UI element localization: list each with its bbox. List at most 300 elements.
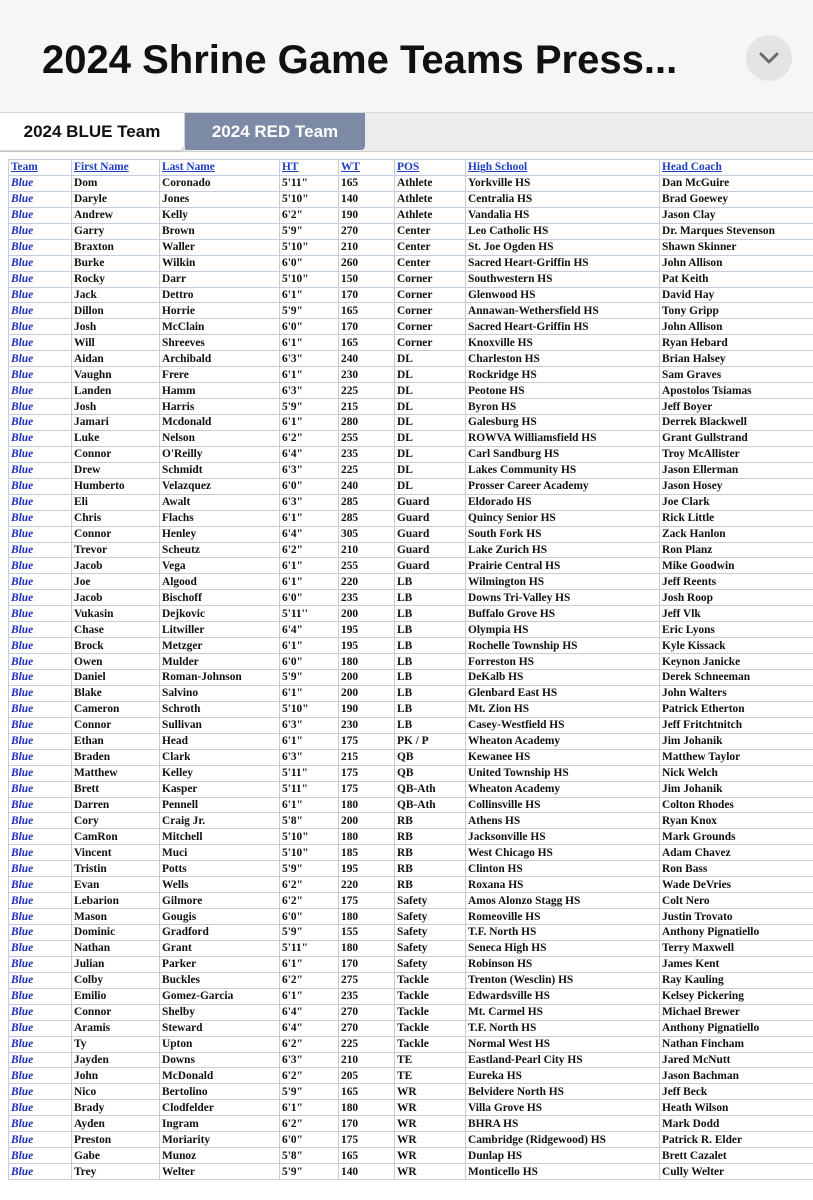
cell-weight[interactable]: 270 bbox=[339, 1004, 395, 1020]
cell-team[interactable]: Blue bbox=[9, 223, 72, 239]
cell-height[interactable]: 6'0" bbox=[280, 1132, 339, 1148]
cell-first-name[interactable]: Dominic bbox=[72, 925, 160, 941]
cell-first-name[interactable]: Connor bbox=[72, 1004, 160, 1020]
cell-last-name[interactable]: Algood bbox=[160, 574, 280, 590]
cell-high-school[interactable]: United Township HS bbox=[466, 765, 660, 781]
cell-weight[interactable]: 305 bbox=[339, 526, 395, 542]
cell-weight[interactable]: 235 bbox=[339, 446, 395, 462]
cell-weight[interactable]: 220 bbox=[339, 877, 395, 893]
cell-weight[interactable]: 170 bbox=[339, 287, 395, 303]
cell-height[interactable]: 6'1" bbox=[280, 988, 339, 1004]
cell-high-school[interactable]: Roxana HS bbox=[466, 877, 660, 893]
cell-high-school[interactable]: Kewanee HS bbox=[466, 749, 660, 765]
cell-height[interactable]: 6'1" bbox=[280, 415, 339, 431]
cell-weight[interactable]: 230 bbox=[339, 367, 395, 383]
cell-last-name[interactable]: Head bbox=[160, 733, 280, 749]
cell-last-name[interactable]: Velazquez bbox=[160, 478, 280, 494]
cell-position[interactable]: Athlete bbox=[395, 207, 466, 223]
cell-first-name[interactable]: Connor bbox=[72, 717, 160, 733]
cell-head-coach[interactable]: Jim Johanik bbox=[660, 733, 813, 749]
cell-weight[interactable]: 225 bbox=[339, 383, 395, 399]
cell-position[interactable]: WR bbox=[395, 1164, 466, 1180]
cell-first-name[interactable]: Nathan bbox=[72, 940, 160, 956]
cell-height[interactable]: 6'4" bbox=[280, 622, 339, 638]
cell-weight[interactable]: 210 bbox=[339, 542, 395, 558]
cell-position[interactable]: RB bbox=[395, 829, 466, 845]
cell-first-name[interactable]: Chris bbox=[72, 510, 160, 526]
cell-weight[interactable]: 170 bbox=[339, 319, 395, 335]
cell-last-name[interactable]: Pennell bbox=[160, 797, 280, 813]
cell-team[interactable]: Blue bbox=[9, 1100, 72, 1116]
cell-first-name[interactable]: Julian bbox=[72, 956, 160, 972]
cell-height[interactable]: 6'0" bbox=[280, 478, 339, 494]
cell-height[interactable]: 5'10" bbox=[280, 701, 339, 717]
cell-weight[interactable]: 170 bbox=[339, 956, 395, 972]
cell-weight[interactable]: 215 bbox=[339, 749, 395, 765]
cell-last-name[interactable]: Darr bbox=[160, 271, 280, 287]
cell-team[interactable]: Blue bbox=[9, 415, 72, 431]
cell-high-school[interactable]: Leo Catholic HS bbox=[466, 223, 660, 239]
cell-position[interactable]: DL bbox=[395, 446, 466, 462]
cell-team[interactable]: Blue bbox=[9, 797, 72, 813]
cell-last-name[interactable]: Grant bbox=[160, 940, 280, 956]
cell-team[interactable]: Blue bbox=[9, 1164, 72, 1180]
cell-position[interactable]: Tackle bbox=[395, 1004, 466, 1020]
cell-height[interactable]: 6'3" bbox=[280, 351, 339, 367]
cell-last-name[interactable]: Gomez-Garcia bbox=[160, 988, 280, 1004]
cell-head-coach[interactable]: Justin Trovato bbox=[660, 909, 813, 925]
cell-team[interactable]: Blue bbox=[9, 1020, 72, 1036]
cell-first-name[interactable]: Andrew bbox=[72, 207, 160, 223]
cell-high-school[interactable]: Downs Tri-Valley HS bbox=[466, 590, 660, 606]
cell-team[interactable]: Blue bbox=[9, 526, 72, 542]
cell-first-name[interactable]: Owen bbox=[72, 654, 160, 670]
cell-team[interactable]: Blue bbox=[9, 749, 72, 765]
cell-last-name[interactable]: Clark bbox=[160, 749, 280, 765]
cell-height[interactable]: 6'0" bbox=[280, 909, 339, 925]
cell-head-coach[interactable]: Wade DeVries bbox=[660, 877, 813, 893]
cell-head-coach[interactable]: Shawn Skinner bbox=[660, 239, 813, 255]
cell-last-name[interactable]: Henley bbox=[160, 526, 280, 542]
cell-position[interactable]: QB-Ath bbox=[395, 797, 466, 813]
cell-high-school[interactable]: Rockridge HS bbox=[466, 367, 660, 383]
cell-last-name[interactable]: Awalt bbox=[160, 494, 280, 510]
cell-team[interactable]: Blue bbox=[9, 829, 72, 845]
cell-head-coach[interactable]: Jason Ellerman bbox=[660, 462, 813, 478]
cell-last-name[interactable]: Horrie bbox=[160, 303, 280, 319]
cell-last-name[interactable]: Roman-Johnson bbox=[160, 670, 280, 686]
cell-last-name[interactable]: O'Reilly bbox=[160, 446, 280, 462]
cell-weight[interactable]: 175 bbox=[339, 733, 395, 749]
cell-first-name[interactable]: Aidan bbox=[72, 351, 160, 367]
cell-position[interactable]: RB bbox=[395, 861, 466, 877]
cell-high-school[interactable]: Eldorado HS bbox=[466, 494, 660, 510]
cell-last-name[interactable]: Metzger bbox=[160, 638, 280, 654]
cell-height[interactable]: 5'10" bbox=[280, 829, 339, 845]
cell-team[interactable]: Blue bbox=[9, 606, 72, 622]
cell-weight[interactable]: 200 bbox=[339, 685, 395, 701]
cell-head-coach[interactable]: Dr. Marques Stevenson bbox=[660, 223, 813, 239]
cell-team[interactable]: Blue bbox=[9, 622, 72, 638]
cell-high-school[interactable]: Belvidere North HS bbox=[466, 1084, 660, 1100]
cell-weight[interactable]: 195 bbox=[339, 638, 395, 654]
cell-weight[interactable]: 175 bbox=[339, 765, 395, 781]
cell-high-school[interactable]: Sacred Heart-Griffin HS bbox=[466, 319, 660, 335]
cell-head-coach[interactable]: Jason Hosey bbox=[660, 478, 813, 494]
cell-head-coach[interactable]: Jared McNutt bbox=[660, 1052, 813, 1068]
cell-height[interactable]: 6'2" bbox=[280, 542, 339, 558]
cell-first-name[interactable]: Lebarion bbox=[72, 893, 160, 909]
cell-head-coach[interactable]: Colt Nero bbox=[660, 893, 813, 909]
cell-team[interactable]: Blue bbox=[9, 1052, 72, 1068]
cell-height[interactable]: 5'11'' bbox=[280, 606, 339, 622]
cell-high-school[interactable]: South Fork HS bbox=[466, 526, 660, 542]
cell-weight[interactable]: 280 bbox=[339, 415, 395, 431]
cell-weight[interactable]: 205 bbox=[339, 1068, 395, 1084]
cell-head-coach[interactable]: Matthew Taylor bbox=[660, 749, 813, 765]
cell-last-name[interactable]: Mcdonald bbox=[160, 415, 280, 431]
cell-team[interactable]: Blue bbox=[9, 335, 72, 351]
cell-head-coach[interactable]: Grant Gullstrand bbox=[660, 430, 813, 446]
cell-height[interactable]: 6'3" bbox=[280, 494, 339, 510]
cell-weight[interactable]: 200 bbox=[339, 670, 395, 686]
cell-team[interactable]: Blue bbox=[9, 1116, 72, 1132]
cell-height[interactable]: 5'8" bbox=[280, 813, 339, 829]
cell-head-coach[interactable]: Ron Bass bbox=[660, 861, 813, 877]
cell-first-name[interactable]: Eli bbox=[72, 494, 160, 510]
cell-head-coach[interactable]: Jeff Reents bbox=[660, 574, 813, 590]
cell-first-name[interactable]: Daniel bbox=[72, 670, 160, 686]
cell-weight[interactable]: 165 bbox=[339, 335, 395, 351]
cell-weight[interactable]: 230 bbox=[339, 717, 395, 733]
cell-high-school[interactable]: Glenwood HS bbox=[466, 287, 660, 303]
cell-high-school[interactable]: Rochelle Township HS bbox=[466, 638, 660, 654]
tab-red-team[interactable]: 2024 RED Team bbox=[185, 113, 365, 150]
cell-weight[interactable]: 225 bbox=[339, 462, 395, 478]
cell-weight[interactable]: 185 bbox=[339, 845, 395, 861]
cell-first-name[interactable]: Aramis bbox=[72, 1020, 160, 1036]
cell-height[interactable]: 5'10" bbox=[280, 239, 339, 255]
cell-team[interactable]: Blue bbox=[9, 494, 72, 510]
cell-head-coach[interactable]: Brian Halsey bbox=[660, 351, 813, 367]
cell-weight[interactable]: 180 bbox=[339, 829, 395, 845]
cell-height[interactable]: 5'11" bbox=[280, 175, 339, 191]
cell-team[interactable]: Blue bbox=[9, 845, 72, 861]
cell-head-coach[interactable]: Patrick Etherton bbox=[660, 701, 813, 717]
cell-last-name[interactable]: Muci bbox=[160, 845, 280, 861]
cell-first-name[interactable]: Ty bbox=[72, 1036, 160, 1052]
cell-team[interactable]: Blue bbox=[9, 303, 72, 319]
cell-head-coach[interactable]: Patrick R. Elder bbox=[660, 1132, 813, 1148]
cell-head-coach[interactable]: Joe Clark bbox=[660, 494, 813, 510]
cell-team[interactable]: Blue bbox=[9, 271, 72, 287]
cell-last-name[interactable]: Salvino bbox=[160, 685, 280, 701]
cell-high-school[interactable]: BHRA HS bbox=[466, 1116, 660, 1132]
cell-weight[interactable]: 140 bbox=[339, 191, 395, 207]
cell-last-name[interactable]: Wells bbox=[160, 877, 280, 893]
cell-first-name[interactable]: Vincent bbox=[72, 845, 160, 861]
cell-weight[interactable]: 165 bbox=[339, 175, 395, 191]
cell-position[interactable]: Center bbox=[395, 223, 466, 239]
cell-high-school[interactable]: Wilmington HS bbox=[466, 574, 660, 590]
cell-head-coach[interactable]: Zack Hanlon bbox=[660, 526, 813, 542]
cell-position[interactable]: DL bbox=[395, 478, 466, 494]
cell-team[interactable]: Blue bbox=[9, 1148, 72, 1164]
cell-head-coach[interactable]: Mark Dodd bbox=[660, 1116, 813, 1132]
cell-height[interactable]: 6'0" bbox=[280, 654, 339, 670]
cell-head-coach[interactable]: Ryan Knox bbox=[660, 813, 813, 829]
cell-height[interactable]: 6'2" bbox=[280, 207, 339, 223]
cell-last-name[interactable]: Harris bbox=[160, 399, 280, 415]
cell-height[interactable]: 6'2" bbox=[280, 893, 339, 909]
cell-weight[interactable]: 180 bbox=[339, 797, 395, 813]
cell-team[interactable]: Blue bbox=[9, 654, 72, 670]
cell-first-name[interactable]: Josh bbox=[72, 319, 160, 335]
cell-height[interactable]: 6'1" bbox=[280, 1100, 339, 1116]
cell-high-school[interactable]: Byron HS bbox=[466, 399, 660, 415]
cell-head-coach[interactable]: Tony Gripp bbox=[660, 303, 813, 319]
cell-position[interactable]: PK / P bbox=[395, 733, 466, 749]
cell-team[interactable]: Blue bbox=[9, 909, 72, 925]
cell-head-coach[interactable]: Nick Welch bbox=[660, 765, 813, 781]
cell-first-name[interactable]: Ayden bbox=[72, 1116, 160, 1132]
cell-team[interactable]: Blue bbox=[9, 399, 72, 415]
cell-weight[interactable]: 270 bbox=[339, 1020, 395, 1036]
cell-team[interactable]: Blue bbox=[9, 446, 72, 462]
cell-team[interactable]: Blue bbox=[9, 175, 72, 191]
cell-high-school[interactable]: Galesburg HS bbox=[466, 415, 660, 431]
cell-height[interactable]: 5'9" bbox=[280, 399, 339, 415]
cell-weight[interactable]: 180 bbox=[339, 940, 395, 956]
cell-last-name[interactable]: Nelson bbox=[160, 430, 280, 446]
column-header-height[interactable]: HT bbox=[280, 160, 339, 176]
cell-weight[interactable]: 225 bbox=[339, 1036, 395, 1052]
cell-height[interactable]: 6'4" bbox=[280, 446, 339, 462]
column-header-first-name[interactable]: First Name bbox=[72, 160, 160, 176]
cell-high-school[interactable]: Mt. Carmel HS bbox=[466, 1004, 660, 1020]
cell-weight[interactable]: 240 bbox=[339, 351, 395, 367]
cell-first-name[interactable]: Brett bbox=[72, 781, 160, 797]
cell-head-coach[interactable]: Josh Roop bbox=[660, 590, 813, 606]
cell-weight[interactable]: 165 bbox=[339, 1148, 395, 1164]
cell-position[interactable]: Safety bbox=[395, 893, 466, 909]
cell-team[interactable]: Blue bbox=[9, 383, 72, 399]
cell-high-school[interactable]: Jacksonville HS bbox=[466, 829, 660, 845]
cell-height[interactable]: 5'9" bbox=[280, 861, 339, 877]
cell-position[interactable]: WR bbox=[395, 1132, 466, 1148]
cell-last-name[interactable]: Waller bbox=[160, 239, 280, 255]
cell-high-school[interactable]: Trenton (Wesclin) HS bbox=[466, 972, 660, 988]
cell-high-school[interactable]: Robinson HS bbox=[466, 956, 660, 972]
cell-head-coach[interactable]: Kelsey Pickering bbox=[660, 988, 813, 1004]
cell-position[interactable]: Corner bbox=[395, 287, 466, 303]
cell-first-name[interactable]: Dillon bbox=[72, 303, 160, 319]
cell-head-coach[interactable]: Ryan Hebard bbox=[660, 335, 813, 351]
cell-height[interactable]: 6'3" bbox=[280, 749, 339, 765]
cell-first-name[interactable]: CamRon bbox=[72, 829, 160, 845]
cell-team[interactable]: Blue bbox=[9, 351, 72, 367]
tab-blue-team[interactable]: 2024 BLUE Team bbox=[0, 113, 185, 150]
cell-first-name[interactable]: Josh bbox=[72, 399, 160, 415]
cell-first-name[interactable]: Cameron bbox=[72, 701, 160, 717]
cell-high-school[interactable]: Olympia HS bbox=[466, 622, 660, 638]
cell-height[interactable]: 6'1" bbox=[280, 797, 339, 813]
cell-position[interactable]: LB bbox=[395, 638, 466, 654]
cell-position[interactable]: RB bbox=[395, 813, 466, 829]
cell-first-name[interactable]: Evan bbox=[72, 877, 160, 893]
cell-first-name[interactable]: Nico bbox=[72, 1084, 160, 1100]
cell-team[interactable]: Blue bbox=[9, 813, 72, 829]
cell-weight[interactable]: 260 bbox=[339, 255, 395, 271]
cell-last-name[interactable]: McClain bbox=[160, 319, 280, 335]
cell-first-name[interactable]: Tristin bbox=[72, 861, 160, 877]
cell-position[interactable]: LB bbox=[395, 701, 466, 717]
cell-high-school[interactable]: Centralia HS bbox=[466, 191, 660, 207]
cell-position[interactable]: WR bbox=[395, 1084, 466, 1100]
cell-last-name[interactable]: Gougis bbox=[160, 909, 280, 925]
cell-height[interactable]: 6'1" bbox=[280, 335, 339, 351]
cell-height[interactable]: 5'9" bbox=[280, 925, 339, 941]
cell-head-coach[interactable]: Jason Bachman bbox=[660, 1068, 813, 1084]
cell-first-name[interactable]: Jack bbox=[72, 287, 160, 303]
cell-head-coach[interactable]: Heath Wilson bbox=[660, 1100, 813, 1116]
cell-height[interactable]: 6'0" bbox=[280, 319, 339, 335]
cell-position[interactable]: Athlete bbox=[395, 191, 466, 207]
cell-weight[interactable]: 175 bbox=[339, 781, 395, 797]
cell-weight[interactable]: 165 bbox=[339, 303, 395, 319]
column-header-head-coach[interactable]: Head Coach bbox=[660, 160, 813, 176]
cell-weight[interactable]: 210 bbox=[339, 239, 395, 255]
cell-last-name[interactable]: Litwiller bbox=[160, 622, 280, 638]
cell-height[interactable]: 6'3" bbox=[280, 1052, 339, 1068]
cell-first-name[interactable]: Landen bbox=[72, 383, 160, 399]
cell-height[interactable]: 6'1" bbox=[280, 638, 339, 654]
cell-first-name[interactable]: John bbox=[72, 1068, 160, 1084]
cell-team[interactable]: Blue bbox=[9, 685, 72, 701]
cell-head-coach[interactable]: Dan McGuire bbox=[660, 175, 813, 191]
cell-position[interactable]: DL bbox=[395, 367, 466, 383]
cell-last-name[interactable]: Flachs bbox=[160, 510, 280, 526]
cell-last-name[interactable]: Kasper bbox=[160, 781, 280, 797]
cell-team[interactable]: Blue bbox=[9, 733, 72, 749]
cell-head-coach[interactable]: Jeff Vlk bbox=[660, 606, 813, 622]
cell-position[interactable]: Safety bbox=[395, 940, 466, 956]
cell-first-name[interactable]: Jamari bbox=[72, 415, 160, 431]
cell-team[interactable]: Blue bbox=[9, 542, 72, 558]
cell-height[interactable]: 6'4" bbox=[280, 526, 339, 542]
cell-height[interactable]: 6'3" bbox=[280, 462, 339, 478]
column-header-position[interactable]: POS bbox=[395, 160, 466, 176]
cell-head-coach[interactable]: Pat Keith bbox=[660, 271, 813, 287]
cell-first-name[interactable]: Burke bbox=[72, 255, 160, 271]
cell-weight[interactable]: 200 bbox=[339, 813, 395, 829]
cell-high-school[interactable]: Sacred Heart-Griffin HS bbox=[466, 255, 660, 271]
cell-high-school[interactable]: DeKalb HS bbox=[466, 670, 660, 686]
cell-weight[interactable]: 190 bbox=[339, 701, 395, 717]
cell-position[interactable]: Corner bbox=[395, 319, 466, 335]
cell-weight[interactable]: 200 bbox=[339, 606, 395, 622]
cell-weight[interactable]: 195 bbox=[339, 861, 395, 877]
cell-high-school[interactable]: Southwestern HS bbox=[466, 271, 660, 287]
cell-height[interactable]: 6'3" bbox=[280, 383, 339, 399]
cell-first-name[interactable]: Vaughn bbox=[72, 367, 160, 383]
cell-last-name[interactable]: Jones bbox=[160, 191, 280, 207]
cell-position[interactable]: LB bbox=[395, 685, 466, 701]
cell-high-school[interactable]: Athens HS bbox=[466, 813, 660, 829]
cell-team[interactable]: Blue bbox=[9, 239, 72, 255]
cell-team[interactable]: Blue bbox=[9, 1068, 72, 1084]
cell-position[interactable]: RB bbox=[395, 845, 466, 861]
cell-height[interactable]: 6'2" bbox=[280, 430, 339, 446]
cell-last-name[interactable]: Dejkovic bbox=[160, 606, 280, 622]
cell-weight[interactable]: 170 bbox=[339, 1116, 395, 1132]
cell-weight[interactable]: 240 bbox=[339, 478, 395, 494]
cell-position[interactable]: Center bbox=[395, 239, 466, 255]
cell-weight[interactable]: 180 bbox=[339, 654, 395, 670]
cell-team[interactable]: Blue bbox=[9, 1004, 72, 1020]
cell-team[interactable]: Blue bbox=[9, 462, 72, 478]
cell-position[interactable]: RB bbox=[395, 877, 466, 893]
cell-head-coach[interactable]: David Hay bbox=[660, 287, 813, 303]
cell-position[interactable]: Corner bbox=[395, 335, 466, 351]
cell-team[interactable]: Blue bbox=[9, 207, 72, 223]
cell-high-school[interactable]: Annawan-Wethersfield HS bbox=[466, 303, 660, 319]
cell-head-coach[interactable]: Jason Clay bbox=[660, 207, 813, 223]
cell-weight[interactable]: 150 bbox=[339, 271, 395, 287]
column-header-team[interactable]: Team bbox=[9, 160, 72, 176]
cell-high-school[interactable]: Lakes Community HS bbox=[466, 462, 660, 478]
cell-last-name[interactable]: Steward bbox=[160, 1020, 280, 1036]
cell-high-school[interactable]: Casey-Westfield HS bbox=[466, 717, 660, 733]
cell-team[interactable]: Blue bbox=[9, 877, 72, 893]
cell-last-name[interactable]: Sullivan bbox=[160, 717, 280, 733]
cell-first-name[interactable]: Daryle bbox=[72, 191, 160, 207]
cell-height[interactable]: 5'9" bbox=[280, 670, 339, 686]
cell-weight[interactable]: 195 bbox=[339, 622, 395, 638]
cell-height[interactable]: 6'1" bbox=[280, 558, 339, 574]
cell-position[interactable]: Safety bbox=[395, 925, 466, 941]
cell-head-coach[interactable]: Jim Johanik bbox=[660, 781, 813, 797]
cell-first-name[interactable]: Jayden bbox=[72, 1052, 160, 1068]
cell-weight[interactable]: 175 bbox=[339, 893, 395, 909]
cell-first-name[interactable]: Ethan bbox=[72, 733, 160, 749]
cell-position[interactable]: DL bbox=[395, 399, 466, 415]
cell-last-name[interactable]: Munoz bbox=[160, 1148, 280, 1164]
cell-team[interactable]: Blue bbox=[9, 430, 72, 446]
cell-team[interactable]: Blue bbox=[9, 590, 72, 606]
cell-first-name[interactable]: Garry bbox=[72, 223, 160, 239]
cell-first-name[interactable]: Cory bbox=[72, 813, 160, 829]
cell-last-name[interactable]: Potts bbox=[160, 861, 280, 877]
cell-last-name[interactable]: Dettro bbox=[160, 287, 280, 303]
cell-head-coach[interactable]: Ray Kauling bbox=[660, 972, 813, 988]
cell-team[interactable]: Blue bbox=[9, 191, 72, 207]
cell-first-name[interactable]: Colby bbox=[72, 972, 160, 988]
cell-weight[interactable]: 180 bbox=[339, 909, 395, 925]
cell-high-school[interactable]: St. Joe Ogden HS bbox=[466, 239, 660, 255]
cell-height[interactable]: 5'11" bbox=[280, 940, 339, 956]
cell-last-name[interactable]: Bischoff bbox=[160, 590, 280, 606]
cell-high-school[interactable]: Knoxville HS bbox=[466, 335, 660, 351]
cell-high-school[interactable]: Wheaton Academy bbox=[466, 733, 660, 749]
cell-last-name[interactable]: McDonald bbox=[160, 1068, 280, 1084]
cell-last-name[interactable]: Kelly bbox=[160, 207, 280, 223]
cell-first-name[interactable]: Humberto bbox=[72, 478, 160, 494]
cell-high-school[interactable]: Charleston HS bbox=[466, 351, 660, 367]
cell-position[interactable]: Guard bbox=[395, 526, 466, 542]
cell-high-school[interactable]: Wheaton Academy bbox=[466, 781, 660, 797]
cell-height[interactable]: 6'2" bbox=[280, 972, 339, 988]
